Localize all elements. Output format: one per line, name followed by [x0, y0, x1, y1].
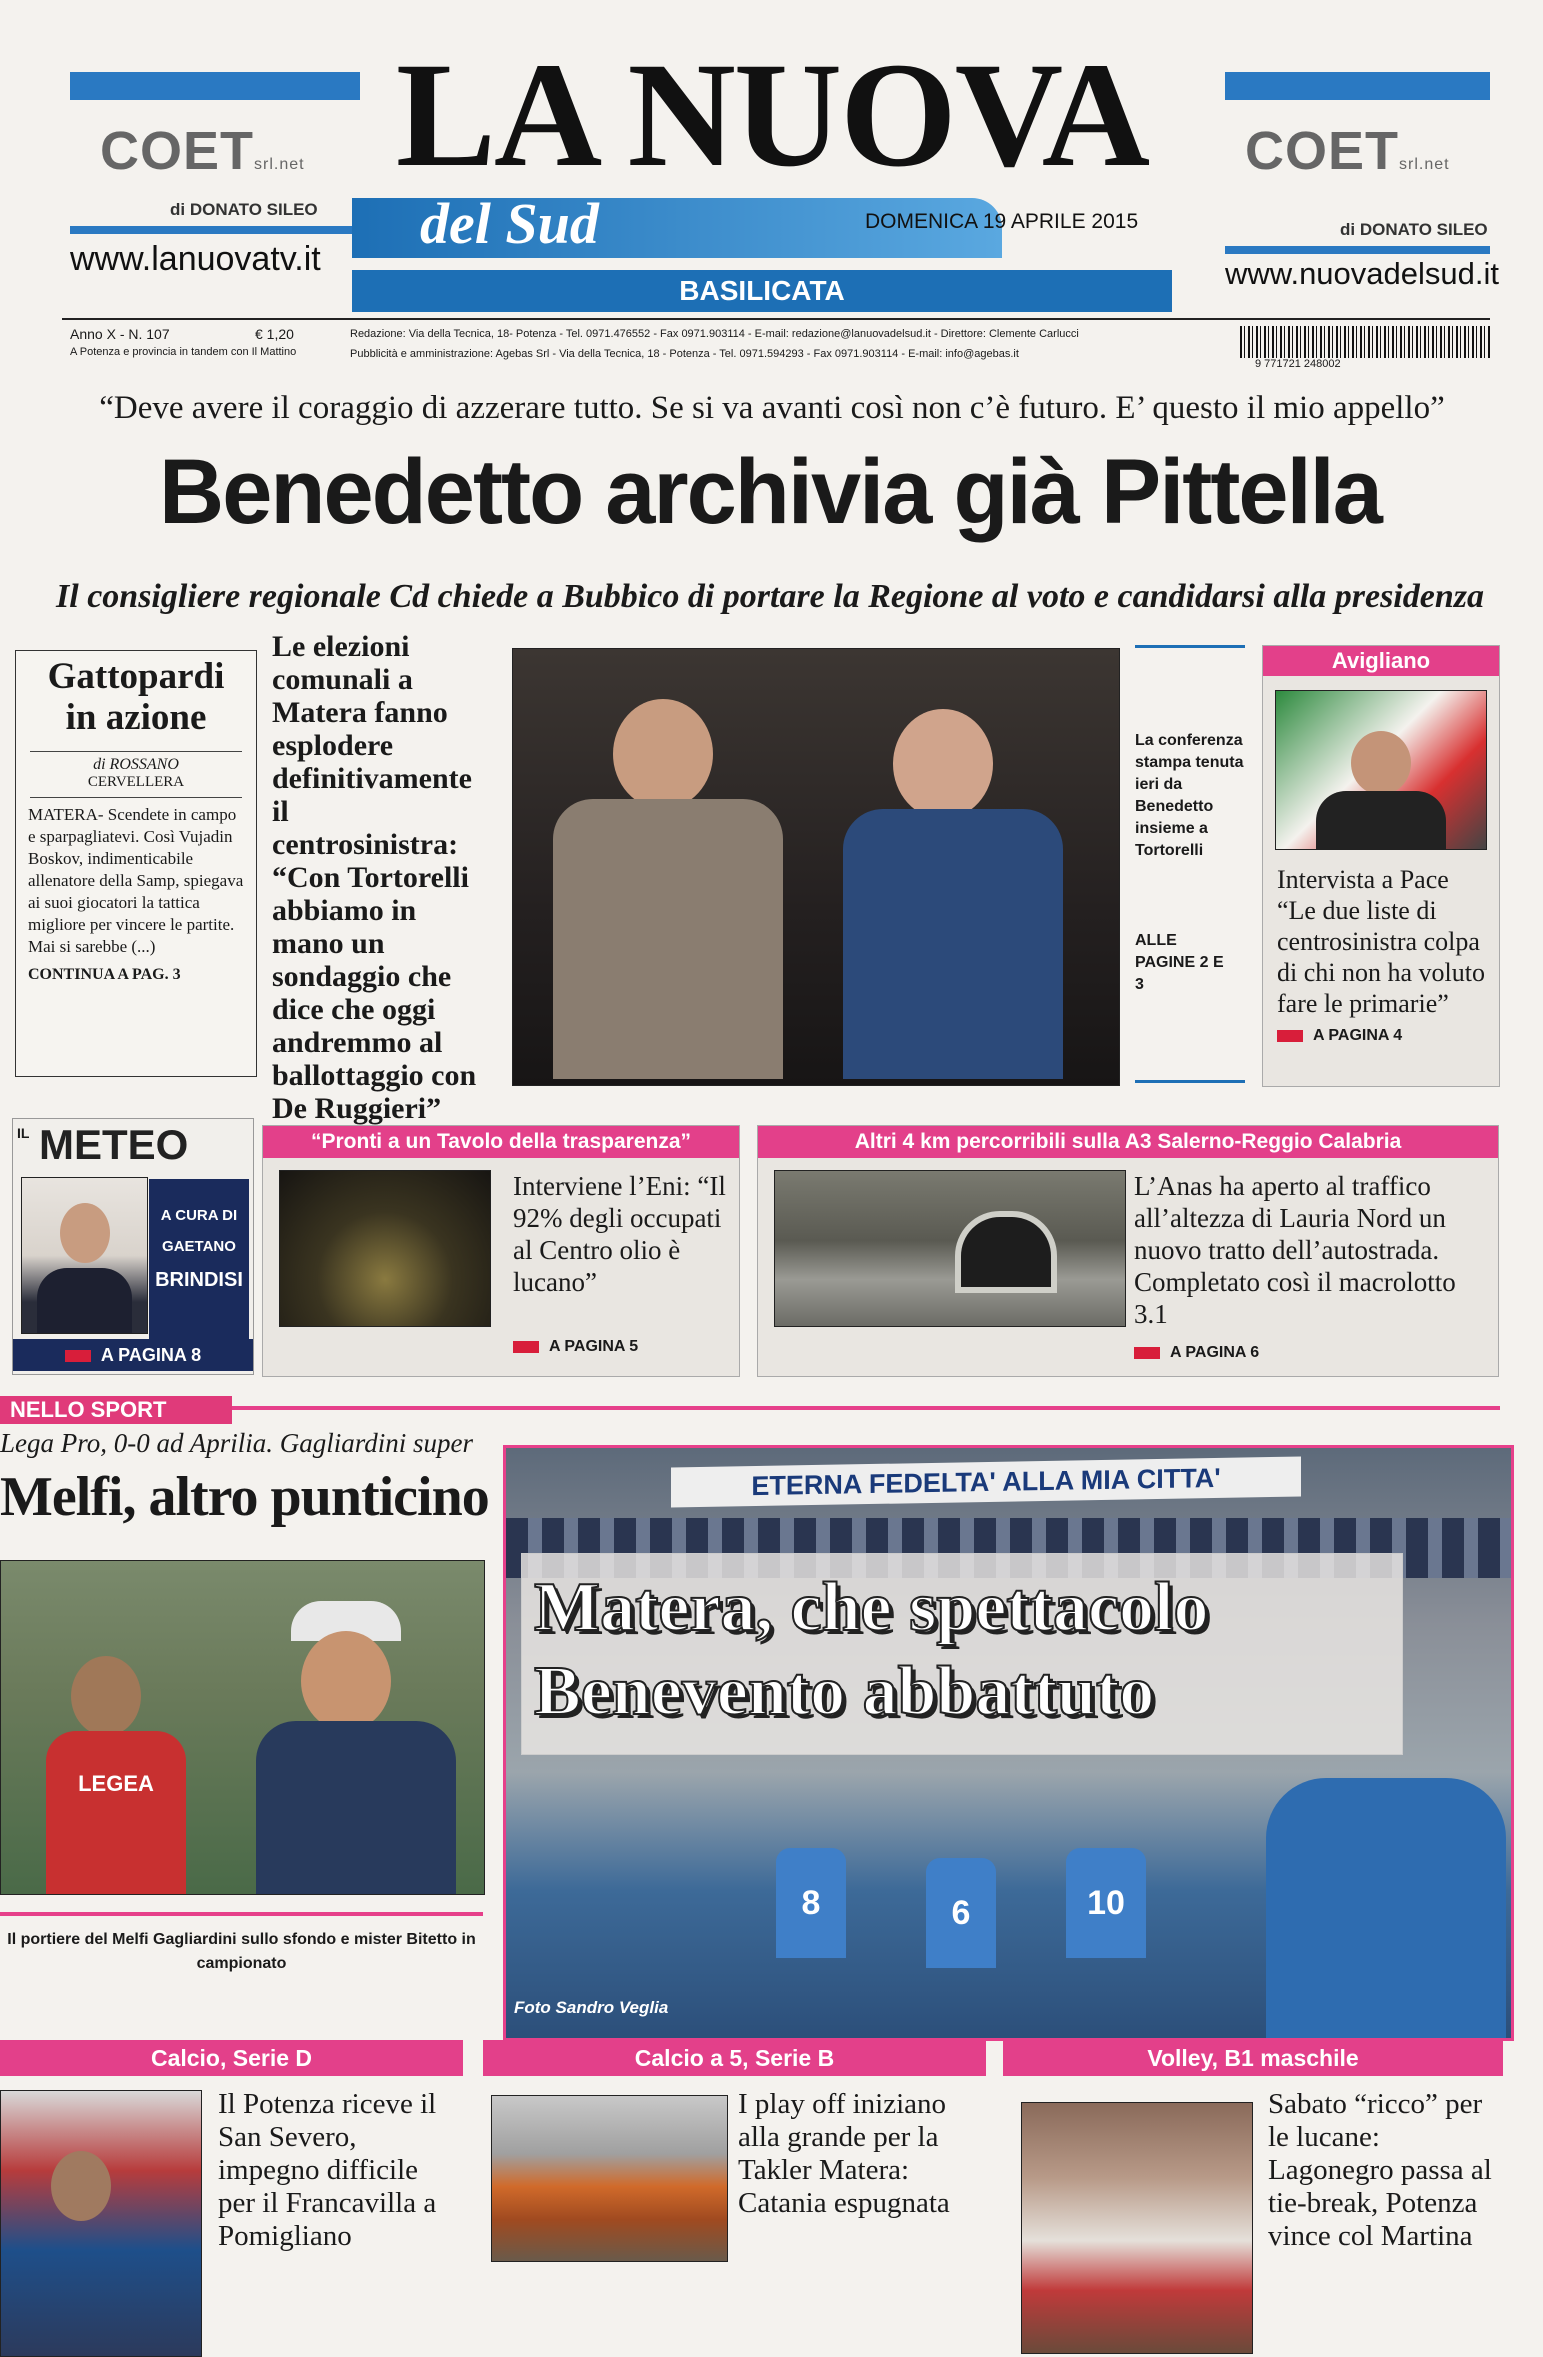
bottom-item-2	[483, 2040, 986, 2355]
editorial-title-2: in azione	[65, 697, 207, 738]
sport-headline: Melfi, altro punticino	[0, 1466, 489, 1528]
lead-caption: La conferenza stampa tenuta ieri da Benedetto insieme a Tortorelli	[1135, 732, 1244, 859]
photo-person-1-head	[613, 699, 713, 809]
tandem-note: A Potenza e provincia in tandem con Il Mattino	[70, 346, 297, 358]
right-blue-stripe	[1225, 72, 1490, 100]
left-sponsor-logo: COETsrl.net	[100, 121, 305, 181]
red-marker	[513, 1341, 539, 1353]
melfi-caption-rule	[0, 1912, 483, 1916]
info-rule-top	[62, 318, 1490, 320]
pubblicita-info: Pubblicità e amministrazione: Agebas Srl - Via della Tecnica, 18 - Potenza - Tel. 0971.594293 - Fax 0971.903114 - E-mail: info@agebas.it	[350, 348, 1019, 360]
barcode	[1240, 326, 1490, 358]
lead-quote: “Deve avere il coraggio di azzerare tutto. Se si va avanti così non c’è futuro. E’ questo il mio appello”	[99, 390, 1445, 426]
right-sponsor-logo: COETsrl.net	[1245, 121, 1450, 181]
right-blue-stripe-2	[1225, 246, 1490, 254]
editorial-title-1: Gattopardi	[47, 656, 225, 697]
avigliano-text: Intervista a Pace “Le due liste di centrosinistra colpa di chi non ha voluto fare le primarie”	[1277, 865, 1485, 1018]
photo-person-2-head	[893, 709, 993, 819]
photo-person-1-body	[553, 799, 783, 1079]
photo-person-2-body	[843, 809, 1063, 1079]
meteo-box	[12, 1118, 254, 1375]
meteo-title: METEO	[39, 1121, 189, 1168]
trasparenza-box	[262, 1125, 740, 1377]
meteo-page[interactable]: A PAGINA 8	[13, 1339, 253, 1371]
player-number-10: 10	[1066, 1848, 1146, 1958]
a3-text: L’Anas ha aperto al traffico all’altezza di Lauria Nord un nuovo tratto dell’autostrada. Completato così il macrolotto 3.1	[1134, 1171, 1456, 1329]
issue-date: DOMENICA 19 APRILE 2015	[865, 210, 1139, 233]
region-band: BASILICATA	[352, 270, 1172, 312]
lead-photo	[512, 648, 1120, 1086]
avigliano-photo	[1275, 690, 1487, 850]
matera-headline-2: Benevento abbattuto	[534, 1653, 1155, 1730]
bottom-photo-1	[0, 2090, 202, 2357]
sport-section-tag: NELLO SPORT	[0, 1396, 232, 1424]
red-marker	[1277, 1030, 1303, 1042]
melfi-caption: Il portiere del Melfi Gagliardini sullo sfondo e mister Bitetto in campionato	[7, 1931, 476, 1972]
matera-photo	[503, 1445, 1514, 2041]
bottom-photo-3	[1021, 2102, 1253, 2354]
a3-page[interactable]: A PAGINA 6	[1134, 1344, 1259, 1362]
bottom-tag-1: Calcio, Serie D	[0, 2040, 463, 2076]
lead-headline: Benedetto archivia già Pittella	[159, 441, 1381, 543]
trasparenza-text: Interviene l’Eni: “Il 92% degli occupati al Centro olio è lucano”	[513, 1171, 726, 1297]
issue-number: Anno X - N. 107	[70, 326, 170, 342]
bottom-tag-2: Calcio a 5, Serie B	[483, 2040, 986, 2076]
right-url[interactable]: www.nuovadelsud.it	[1225, 256, 1499, 291]
barcode-number: 9 771721 248002	[1255, 358, 1341, 370]
trasparenza-tag: “Pronti a un Tavolo della trasparenza”	[263, 1126, 739, 1158]
bottom-text-2: I play off iniziano alla grande per la Takler Matera: Catania espugnata	[738, 2088, 950, 2219]
red-marker	[65, 1350, 91, 1362]
bottom-item-3	[1003, 2040, 1503, 2355]
masthead	[0, 0, 1543, 370]
left-url[interactable]: www.lanuovatv.it	[70, 240, 321, 278]
avigliano-box	[1262, 645, 1500, 1087]
stadium-banner: ETERNA FEDELTA' ALLA MIA CITTA'	[671, 1457, 1301, 1508]
trasparenza-photo	[279, 1170, 491, 1327]
player-number-6: 6	[926, 1858, 996, 1968]
price: € 1,20	[255, 326, 294, 342]
right-sponsor-owner: di DONATO SILEO	[1340, 220, 1488, 239]
bottom-text-3: Sabato “ricco” per le lucane: Lagonegro passa al tie-break, Potenza vince col Martina	[1268, 2088, 1492, 2252]
editorial-continue[interactable]: CONTINUA A PAG. 3	[28, 966, 181, 983]
meteo-prefix: IL	[17, 1125, 30, 1141]
bottom-tag-3: Volley, B1 maschile	[1003, 2040, 1503, 2076]
editorial-byline-1: di ROSSANO	[93, 756, 179, 773]
newspaper-title: LA NUOVA	[395, 32, 1149, 198]
photo-credit: Foto Sandro Veglia	[514, 1998, 669, 2017]
newspaper-subtitle: del Sud	[420, 191, 599, 256]
player-number-8: 8	[776, 1848, 846, 1958]
avigliano-tag: Avigliano	[1263, 646, 1499, 676]
matera-headline-1: Matera, che spettacolo	[534, 1569, 1209, 1646]
meteo-credit: A CURA DI GAETANO BRINDISI	[149, 1179, 249, 1339]
lead-column-text: Le elezioni comunali a Matera fanno esplodere definitivamente il centrosinistra: “Con Tortorelli abbiamo in mano un sondaggio che dice che oggi andremmo al ballottaggio con De Ruggieri”	[272, 630, 477, 1125]
bottom-text-1: Il Potenza riceve il San Severo, impegno difficile per il Francavilla a Pomigliano	[218, 2088, 437, 2252]
left-blue-stripe	[70, 72, 360, 100]
red-marker	[1134, 1347, 1160, 1359]
caption-rule-top	[1135, 645, 1245, 648]
caption-rule-bottom	[1135, 1080, 1245, 1083]
editorial-box	[15, 650, 257, 1077]
player-shirt: LEGEA	[46, 1731, 186, 1894]
melfi-photo	[0, 1560, 485, 1895]
left-blue-stripe-2	[70, 226, 360, 234]
bottom-item-1	[0, 2040, 463, 2355]
left-sponsor-owner: di DONATO SILEO	[170, 200, 318, 219]
meteo-photo	[21, 1177, 148, 1334]
a3-photo	[774, 1170, 1126, 1327]
a3-tag: Altri 4 km percorribili sulla A3 Salerno-Reggio Calabria	[758, 1126, 1498, 1158]
lead-subhead: Il consigliere regionale Cd chiede a Bubbico di portare la Regione al voto e candidarsi alla presidenza	[56, 578, 1484, 615]
avigliano-page[interactable]: A PAGINA 4	[1263, 1019, 1499, 1053]
editorial-text: MATERA- Scendete in campo e sparpagliatevi. Così Vujadin Boskov, indimenticabile allenatore della Samp, spiegava ai suoi giocatori la tattica migliore per vincere le partite. Mai si sarebbe (...)	[28, 805, 244, 956]
bottom-photo-2	[491, 2095, 728, 2262]
a3-box	[757, 1125, 1499, 1377]
matera-headline-box	[521, 1553, 1403, 1755]
redazione-info: Redazione: Via della Tecnica, 18- Potenza - Tel. 0971.476552 - Fax 0971.903114 - E-mail: redazione@lanuovadelsud.it - Direttore: Clemente Carlucci	[350, 328, 1079, 340]
lead-pages[interactable]: ALLE PAGINE 2 E 3	[1135, 932, 1224, 993]
trasparenza-page[interactable]: A PAGINA 5	[513, 1338, 638, 1356]
editorial-byline-2: CERVELLERA	[87, 774, 185, 790]
sport-kicker: Lega Pro, 0-0 ad Aprilia. Gagliardini super	[0, 1428, 474, 1458]
